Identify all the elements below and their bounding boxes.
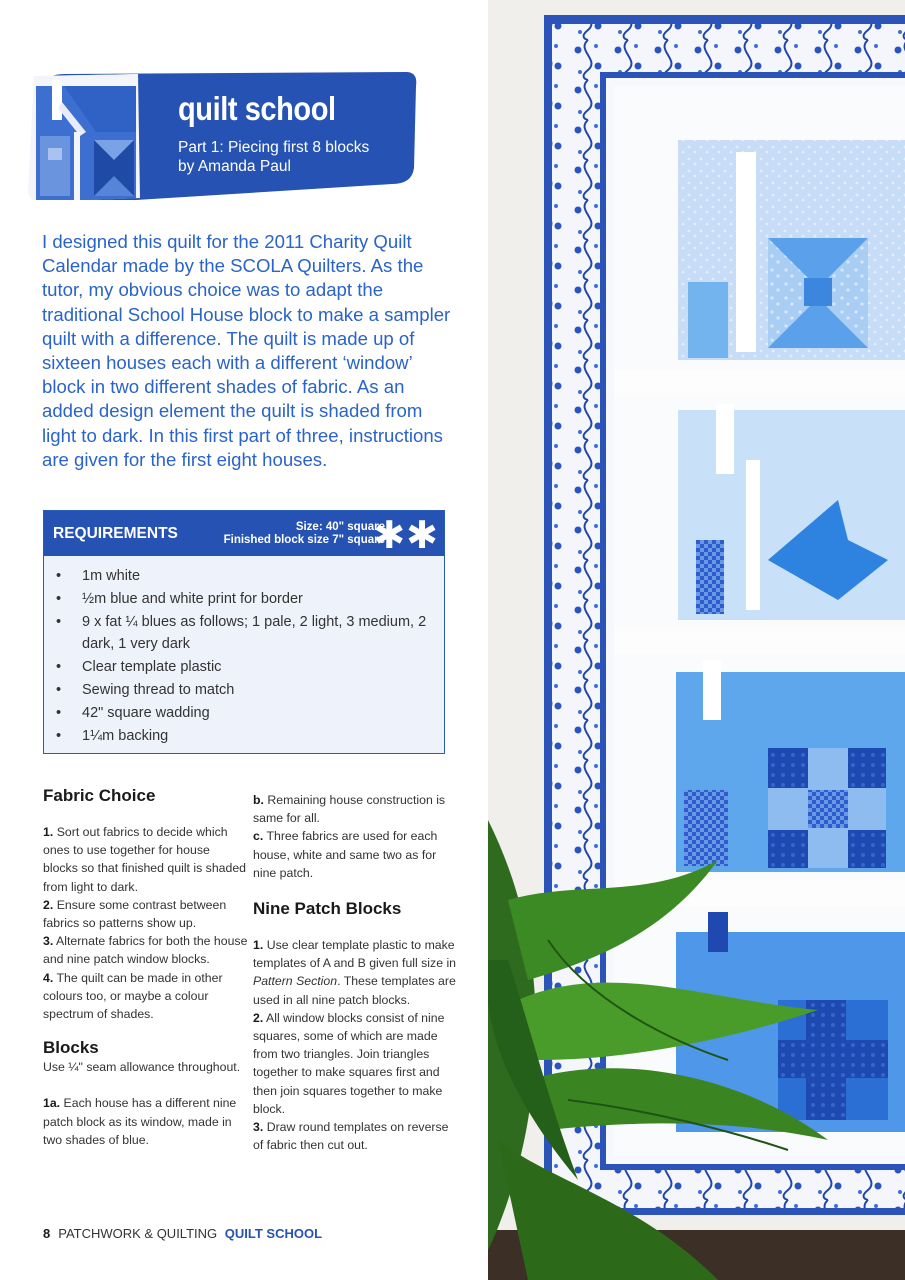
quilt-photo-illustration xyxy=(488,0,905,1280)
page-title: quilt school xyxy=(178,90,336,127)
step-text: Use clear template plastic to make templates of A and B given full size in xyxy=(253,938,457,971)
bullet-icon: • xyxy=(56,681,62,698)
step-number: c. xyxy=(253,829,264,844)
list-item xyxy=(53,565,438,588)
list-item-text: 42" square wadding xyxy=(82,704,210,721)
step-text: Three fabrics are used for each house, white and same two as for nine patch. xyxy=(253,829,438,880)
pattern-section-ref: Pattern Section xyxy=(253,974,338,989)
step-text: Ensure some contrast between fabrics so patterns show up. xyxy=(43,897,227,931)
size-line: Size: 40" square xyxy=(295,521,385,533)
list-item-text: Sewing thread to match xyxy=(82,681,235,698)
step-number: b. xyxy=(253,793,264,807)
list-item xyxy=(53,702,438,725)
list-item-text: 9 x fat ¼ blues as follows; 1 pale, 2 light, 3 medium, 2 dark, 1 very dark xyxy=(82,613,427,653)
list-item-text: Clear template plastic xyxy=(82,659,222,676)
blocks-heading: Blocks xyxy=(43,1038,99,1058)
page-footer xyxy=(43,1226,322,1241)
step-number: 3. xyxy=(43,934,54,949)
fabric-step xyxy=(43,969,248,1024)
step-text: Remaining house construction is same for all. xyxy=(253,793,446,826)
step-text: The quilt can be made in other colours too, or maybe a colour spectrum of shades. xyxy=(43,970,223,1022)
section-name: QUILT SCHOOL xyxy=(224,1226,323,1241)
nine-patch-step xyxy=(253,1118,458,1154)
quilt-photo xyxy=(488,0,905,1280)
step-number: 4. xyxy=(43,970,54,985)
nine-patch-step xyxy=(253,1009,458,1118)
house-block-2 xyxy=(678,404,905,620)
fabric-step xyxy=(43,932,248,968)
bullet-icon: • xyxy=(56,568,62,584)
step-text: Alternate fabrics for both the house and nine patch window blocks. xyxy=(43,934,248,967)
requirements-header xyxy=(44,511,444,556)
requirements-title: REQUIREMENTS xyxy=(53,525,178,542)
step-number: 1. xyxy=(253,938,264,953)
step-text: Draw round templates on reverse of fabric then cut out. xyxy=(253,1120,449,1153)
step-number: 1. xyxy=(43,825,54,839)
blocks-step xyxy=(253,791,458,827)
step-number: 2. xyxy=(253,1010,264,1025)
step-text: . These templates are used in all nine patch blocks. xyxy=(253,974,456,1007)
right-column xyxy=(253,791,458,1154)
list-item xyxy=(53,725,438,748)
bullet-icon: • xyxy=(56,727,62,744)
blocks-intro: Use ¼" seam allowance throughout. xyxy=(43,1060,241,1075)
fabric-choice-heading: Fabric Choice xyxy=(43,786,156,805)
subtitle-line: Part 1: Piecing first 8 blocks xyxy=(178,139,370,156)
list-item xyxy=(53,656,438,679)
nine-patch-step xyxy=(253,936,458,1009)
requirements-box xyxy=(43,510,445,754)
step-text: All window blocks consist of nine squares, some of which are made from two triangles. Join triangles together to make squares first and then join squares together to make block. xyxy=(253,1010,445,1116)
bullet-icon: • xyxy=(56,590,62,607)
step-text: Sort out fabrics to decide which ones to use together for house blocks so that finished quilt is shaded from light to dark. xyxy=(43,825,247,894)
block-size-line: Finished block size 7" square xyxy=(223,534,385,546)
requirements-list xyxy=(53,565,438,747)
bullet-icon: • xyxy=(56,659,62,676)
magazine-name: PATCHWORK & QUILTING xyxy=(58,1226,218,1241)
list-item xyxy=(53,611,438,657)
blocks-step xyxy=(253,827,458,882)
author-byline: by Amanda Paul xyxy=(178,158,291,175)
bullet-icon: • xyxy=(56,704,62,721)
nine-patch-heading: Nine Patch Blocks xyxy=(253,899,402,919)
list-item-text: ½m blue and white print for border xyxy=(82,590,303,607)
left-column xyxy=(43,786,248,1149)
page-subtitle xyxy=(178,138,369,176)
step-number: 1a. xyxy=(43,1096,61,1111)
header-banner xyxy=(26,72,418,200)
fabric-step xyxy=(43,823,248,896)
list-item-text: 1m white xyxy=(82,568,141,584)
intro-paragraph: I designed this quilt for the 2011 Charity Quilt Calendar made by the SCOLA Quilters. As the tutor, my obvious choice was to adapt the traditional School House block to make a sampler quilt with a difference. The quilt is made up of sixteen houses each with a different ‘window’ block in two different shades of fabric. As an added design element the quilt is shaded from light to dark. In this first part of three, instructions are given for the first eight houses. xyxy=(42,231,451,470)
list-item-text: 1¼m backing xyxy=(82,727,169,744)
bullet-icon: • xyxy=(56,613,62,630)
list-item xyxy=(53,679,438,702)
step-number: 2. xyxy=(43,897,54,912)
page-number: 8 xyxy=(43,1226,51,1241)
fabric-step xyxy=(43,896,248,932)
list-item xyxy=(53,588,438,611)
house-block-3 xyxy=(676,660,905,872)
blocks-step xyxy=(43,1094,248,1149)
house-block-1 xyxy=(678,140,905,360)
difficulty-stars: ✱✱ xyxy=(373,515,439,557)
quilt-size-info xyxy=(224,521,385,547)
step-text: Each house has a different nine patch block as its window, made in two shades of blue. xyxy=(43,1096,237,1147)
banner-thumbnail xyxy=(26,72,142,200)
step-number: 3. xyxy=(253,1120,264,1135)
